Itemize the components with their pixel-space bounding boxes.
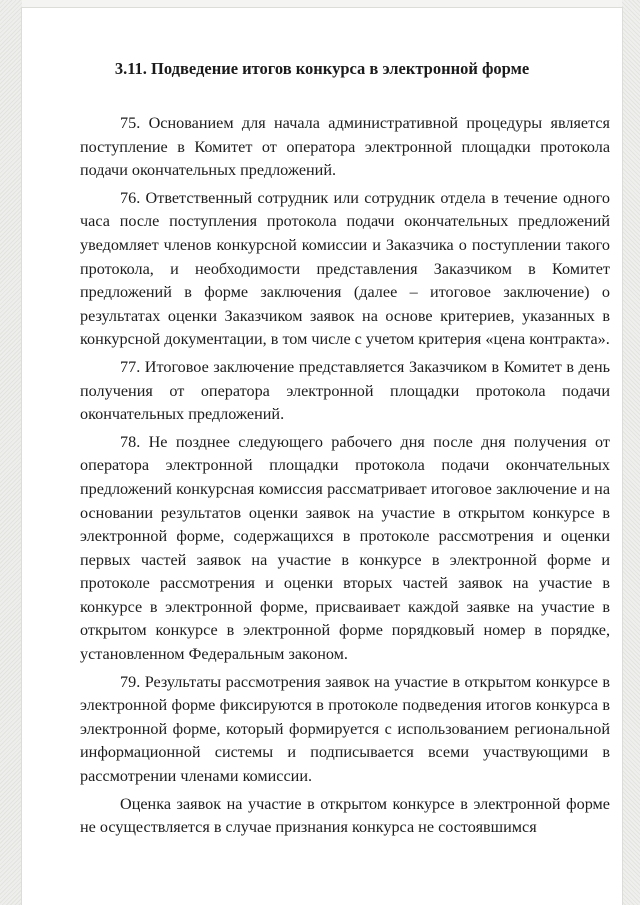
section-heading: 3.11. Подведение итогов конкурса в электронной форме [114, 59, 530, 78]
paragraph-76: 76. Ответственный сотрудник или сотрудник отдела в течение одного часа после поступления протокола подачи окончательных предложений уведомляет членов конкурсной комиссии и Заказчика о поступлении такого протокола, и необходимости представления Заказчиком в Комитет предложений в форме заключения (далее – итоговое заключение) о результатах оценки Заказчиком заявок на основе критериев, указанных в конкурсной документации, в том числе с учетом критерия «цена контракта». [80, 188, 610, 349]
document-body [80, 112, 610, 844]
paragraph-78: 78. Не позднее следующего рабочего дня после дня получения от оператора электронной площадки протокола подачи окончательных предложений конкурсная комиссия рассматривает итоговое заключение и на основании результатов оценки заявок на участие в открытом конкурсе в электронной форме, содержащихся в протоколе рассмотрения и оценки первых частей заявок на участие в конкурсе в электронной форме и протоколе рассмотрения и оценки вторых частей заявок на участие в конкурсе в электронной форме, присваивает каждой заявке на участие в открытом конкурсе в электронной форме порядковый номер в порядке, установленном Федеральным законом. [80, 432, 610, 664]
paragraph-evaluation-note: Оценка заявок на участие в открытом конкурсе в электронной форме не осуществляется в случае признания конкурса не состоявшимся [80, 794, 610, 837]
scan-border-left [0, 0, 22, 905]
scan-border-right [622, 0, 640, 905]
paragraph-79: 79. Результаты рассмотрения заявок на участие в открытом конкурсе в электронной форме фиксируются в протоколе подведения итогов конкурса в электронной форме, который формируется с использованием региональной информационной системы и подписывается всеми участвующими в рассмотрении членами комиссии. [80, 672, 610, 786]
paragraph-77: 77. Итоговое заключение представляется Заказчиком в Комитет в день получения от оператора электронной площадки протокола подачи окончательных предложений. [80, 357, 610, 424]
document-page [22, 8, 622, 905]
paragraph-75: 75. Основанием для начала административной процедуры является поступление в Комитет от оператора электронной площадки протокола подачи окончательных предложений. [80, 114, 610, 180]
